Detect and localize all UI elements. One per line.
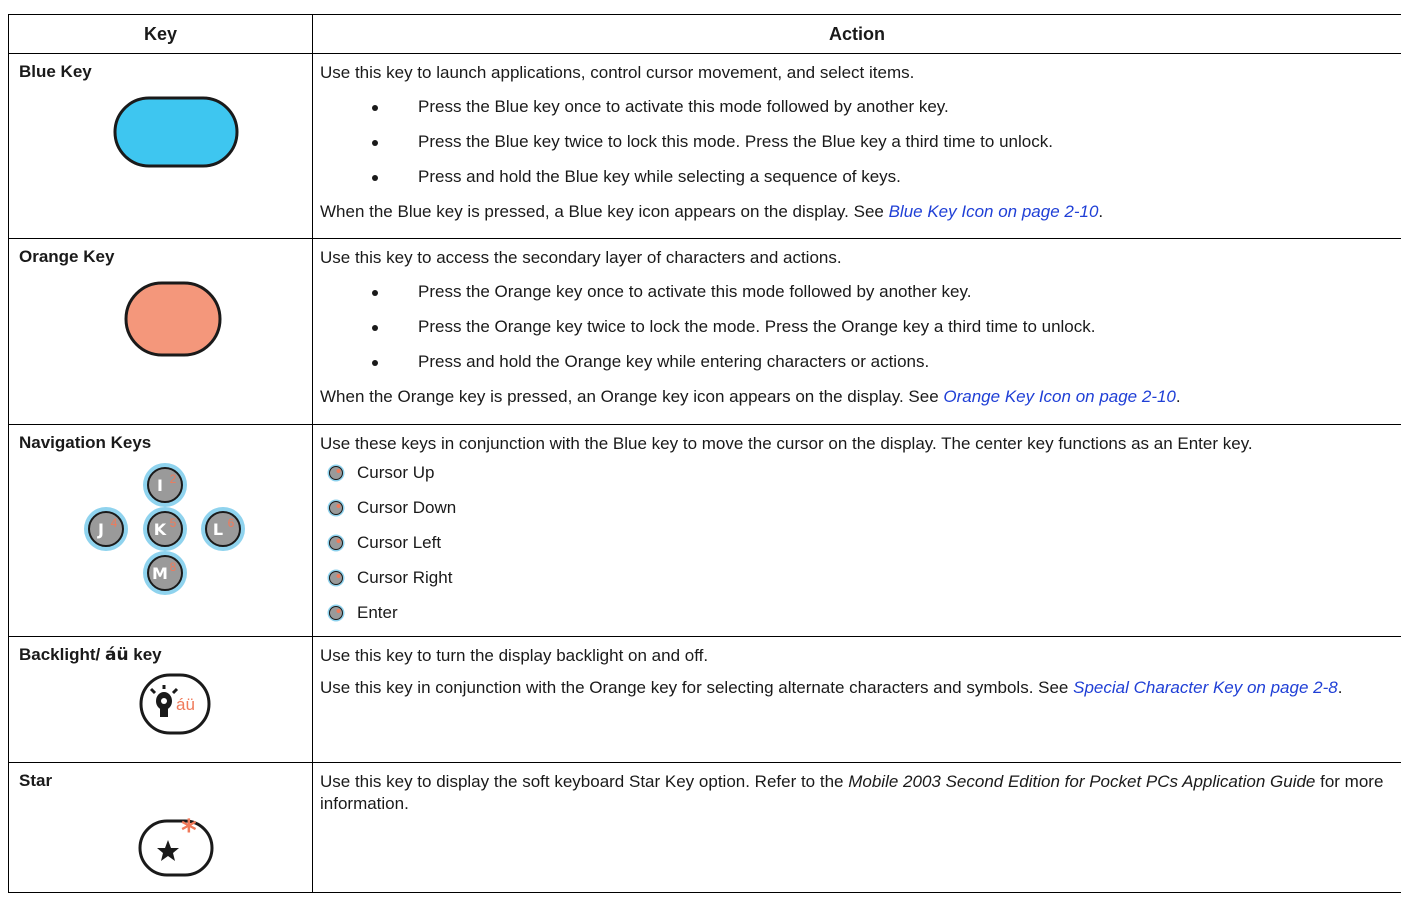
list-item: Press and hold the Blue key while selecting a sequence of keys. <box>320 166 1401 188</box>
blue-key-icon <box>113 96 239 168</box>
action-cell-navigation <box>313 425 1401 637</box>
key-name-blue: Blue Key <box>19 62 92 81</box>
table-header-row <box>9 15 1401 54</box>
star-key-icon <box>138 811 214 877</box>
svg-text:5: 5 <box>169 516 177 530</box>
backlight-key-icon <box>139 673 211 735</box>
key-name-backlight: Backlight/ áü key <box>19 645 162 665</box>
svg-text:4: 4 <box>110 516 118 530</box>
table-row-star-key <box>9 763 1401 893</box>
key-cell-star <box>9 763 313 893</box>
enter-key-icon <box>327 604 345 622</box>
blue-bullets <box>320 96 1401 188</box>
svg-text:I: I <box>157 476 163 495</box>
list-item: Press and hold the Orange key while entering characters or actions. <box>320 351 1401 373</box>
header-action: Action <box>313 15 1401 54</box>
svg-text:*: * <box>181 814 197 849</box>
table-row-orange-key <box>9 239 1401 425</box>
cursor-up-key-icon <box>327 464 345 482</box>
key-action-table <box>8 14 1401 893</box>
nav-key-list <box>320 455 1401 630</box>
header-key: Key <box>9 15 313 54</box>
table-row-navigation-keys <box>9 425 1401 637</box>
orange-bullets <box>320 281 1401 373</box>
key-cell-backlight <box>9 637 313 763</box>
key-name-star: Star <box>19 771 53 790</box>
key-cell-navigation <box>9 425 313 637</box>
list-item: Cursor Left <box>320 525 1401 560</box>
key-cell-orange <box>9 239 313 425</box>
svg-text:K: K <box>153 520 167 539</box>
table-row-backlight-key <box>9 637 1401 763</box>
list-item: Press the Blue key once to activate this mode followed by another key. <box>320 96 1401 118</box>
cursor-down-key-icon <box>327 499 345 517</box>
action-cell-star <box>313 763 1401 893</box>
backlight-line2: Use this key in conjunction with the Orange key for selecting alternate characters and symbols. See Special Character Key on page 2-8. <box>320 678 1343 697</box>
action-cell-orange <box>313 239 1401 425</box>
key-cell-blue <box>9 54 313 239</box>
blue-intro: Use this key to launch applications, control cursor movement, and select items. <box>320 63 915 82</box>
list-item: Press the Blue key twice to lock this mode. Press the Blue key a third time to unlock. <box>320 131 1401 153</box>
table-row-blue-key <box>9 54 1401 239</box>
svg-text:L: L <box>212 520 224 539</box>
navigation-cluster-icon <box>79 461 249 599</box>
orange-key-icon-link[interactable]: Orange Key Icon on page 2-10 <box>943 387 1176 406</box>
action-cell-blue <box>313 54 1401 239</box>
blue-key-icon-link[interactable]: Blue Key Icon on page 2-10 <box>888 202 1099 221</box>
action-cell-backlight <box>313 637 1401 763</box>
backlight-line1: Use this key to turn the display backlight on and off. <box>320 646 709 665</box>
key-name-navigation: Navigation Keys <box>19 433 152 452</box>
svg-text:M: M <box>152 564 168 583</box>
list-item: Press the Orange key once to activate this mode followed by another key. <box>320 281 1401 303</box>
list-item: Enter <box>320 595 1401 630</box>
list-item: Press the Orange key twice to lock the mode. Press the Orange key a third time to unlock. <box>320 316 1401 338</box>
svg-text:J: J <box>98 520 104 539</box>
orange-key-icon <box>124 281 222 357</box>
cursor-right-key-icon <box>327 569 345 587</box>
key-name-orange: Orange Key <box>19 247 115 266</box>
list-item: Cursor Up <box>320 455 1401 490</box>
list-item: Cursor Right <box>320 560 1401 595</box>
list-item: Cursor Down <box>320 490 1401 525</box>
blue-outro: When the Blue key is pressed, a Blue key icon appears on the display. See Blue Key Icon on page 2-10. <box>320 202 1104 221</box>
orange-outro: When the Orange key is pressed, an Orange key icon appears on the display. See Orange Key Icon on page 2-10. <box>320 387 1181 406</box>
svg-text:áü: áü <box>176 695 195 714</box>
special-character-key-link[interactable]: Special Character Key on page 2-8 <box>1073 678 1338 697</box>
svg-text:2: 2 <box>169 472 177 486</box>
star-description: Use this key to display the soft keyboard Star Key option. Refer to the Mobile 2003 Second Edition for Pocket PCs Application Guide for more information. <box>320 772 1384 813</box>
nav-key-up-icon <box>143 463 187 507</box>
orange-intro: Use this key to access the secondary layer of characters and actions. <box>320 248 842 267</box>
svg-text:6: 6 <box>227 516 235 530</box>
cursor-left-key-icon <box>327 534 345 552</box>
nav-key-left-icon <box>84 507 128 551</box>
nav-intro: Use these keys in conjunction with the Blue key to move the cursor on the display. The center key functions as an Enter key. <box>320 434 1253 453</box>
svg-text:8: 8 <box>169 560 177 574</box>
